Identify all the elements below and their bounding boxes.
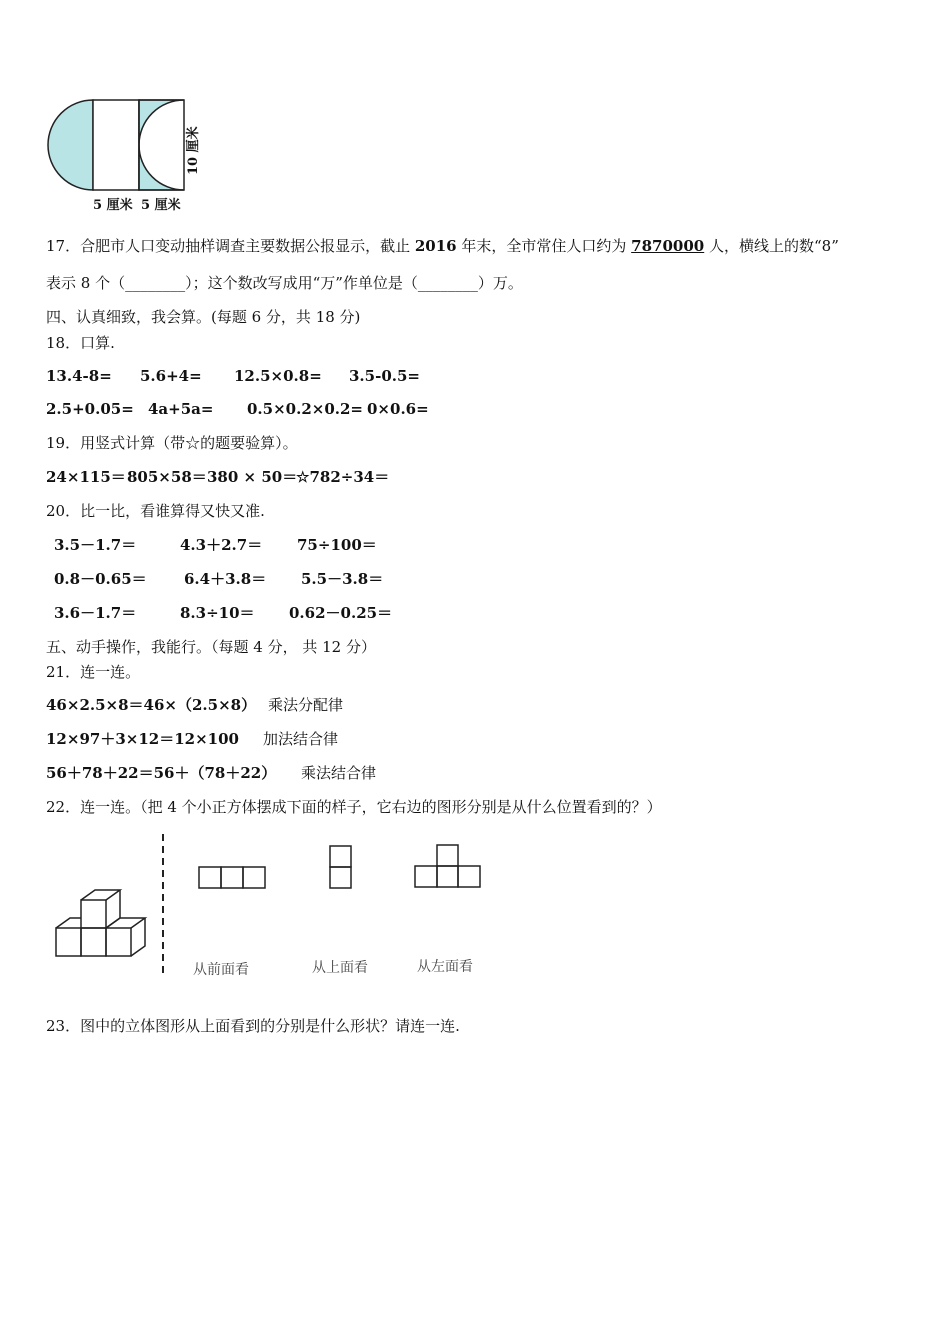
q20-item: 5.5－3.8＝ <box>301 570 384 588</box>
q18-item: 4a+5a= <box>148 400 214 418</box>
fig16-label-side: 10 厘米 <box>186 126 201 175</box>
caption-top-view: 从上面看 <box>312 960 368 976</box>
q21-expr: 46×2.5×8＝46×（2.5×8） <box>46 696 257 714</box>
q20-item: 4.3＋2.7＝ <box>180 536 263 554</box>
section5-title: 五、动手操作，我能行。（每题 4 分， 共 12 分） <box>46 638 376 656</box>
q20-item: 0.8－0.65＝ <box>54 570 147 588</box>
middle-rectangle <box>93 100 139 190</box>
q17-line2: 表示 8 个（________）；这个数改写成用“万”作单位是（________）万。 <box>46 274 523 292</box>
q21-law: 乘法结合律 <box>301 764 377 782</box>
q19-title: 19．用竖式计算（带☆的题要验算）。 <box>46 434 298 452</box>
q19-item: ☆782÷34＝ <box>296 468 390 486</box>
q18-title: 18．口算. <box>46 334 115 352</box>
right-shaded-region <box>139 100 184 190</box>
semicircle-figure <box>40 92 215 217</box>
q21-law: 加法结合律 <box>263 730 339 748</box>
q20-item: 3.5－1.7＝ <box>54 536 137 554</box>
section4-title: 四、认真细致，我会算。(每题 6 分，共 18 分) <box>46 308 361 326</box>
q18-item: 5.6+4= <box>140 367 202 385</box>
q17-text-c: 人，横线上的数“8” <box>704 237 839 255</box>
front-view-shape <box>199 867 265 888</box>
q20-item: 75÷100＝ <box>297 536 377 554</box>
left-view-shape <box>415 845 480 887</box>
q22-title: 22．连一连。（把 4 个小正方体摆成下面的样子，它右边的图形分别是从什么位置看到的？） <box>46 798 662 816</box>
q18-item: 0.5×0.2×0.2= <box>247 400 363 418</box>
q18-item: 2.5+0.05= <box>46 400 134 418</box>
top-view-shape <box>330 846 351 888</box>
q17-text-b: 年末，全市常住人口约为 <box>456 237 632 255</box>
fig16-label-bottom-left: 5 厘米 <box>93 198 133 213</box>
q21-expr: 56＋78＋22＝56＋（78＋22） <box>46 764 277 782</box>
q17-year: 2016 <box>414 237 457 255</box>
q18-item: 0×0.6= <box>367 400 429 418</box>
q18-item: 13.4-8= <box>46 367 112 385</box>
q21-title: 21．连一连。 <box>46 663 141 681</box>
caption-front-view: 从前面看 <box>193 962 249 978</box>
q17-text-a: 17．合肥市人口变动抽样调查主要数据公报显示，截止 <box>46 237 415 255</box>
q20-title: 20．比一比，看谁算得又快又准. <box>46 502 265 520</box>
cube-stack-drawing <box>56 890 145 956</box>
q21-expr: 12×97＋3×12＝12×100 <box>46 730 239 748</box>
q18-item: 12.5×0.8= <box>234 367 322 385</box>
fig16-label-bottom-right: 5 厘米 <box>141 198 181 213</box>
q23-title: 23．图中的立体图形从上面看到的分别是什么形状？请连一连. <box>46 1017 460 1035</box>
q19-item: 24×115＝ <box>46 468 126 486</box>
q18-item: 3.5-0.5= <box>349 367 420 385</box>
q17-line1 <box>46 236 839 256</box>
q20-item: 0.62－0.25＝ <box>289 604 393 622</box>
q19-item: 805×58＝ <box>127 468 207 486</box>
caption-left-view: 从左面看 <box>417 959 473 975</box>
q20-item: 3.6－1.7＝ <box>54 604 137 622</box>
q20-item: 8.3÷10＝ <box>180 604 255 622</box>
q21-law: 乘法分配律 <box>268 696 344 714</box>
q20-item: 6.4＋3.8＝ <box>184 570 267 588</box>
q17-number: 7870000 <box>631 237 705 255</box>
left-semicircle-shading <box>48 100 93 190</box>
q19-item: 380 × 50＝ <box>207 468 298 486</box>
